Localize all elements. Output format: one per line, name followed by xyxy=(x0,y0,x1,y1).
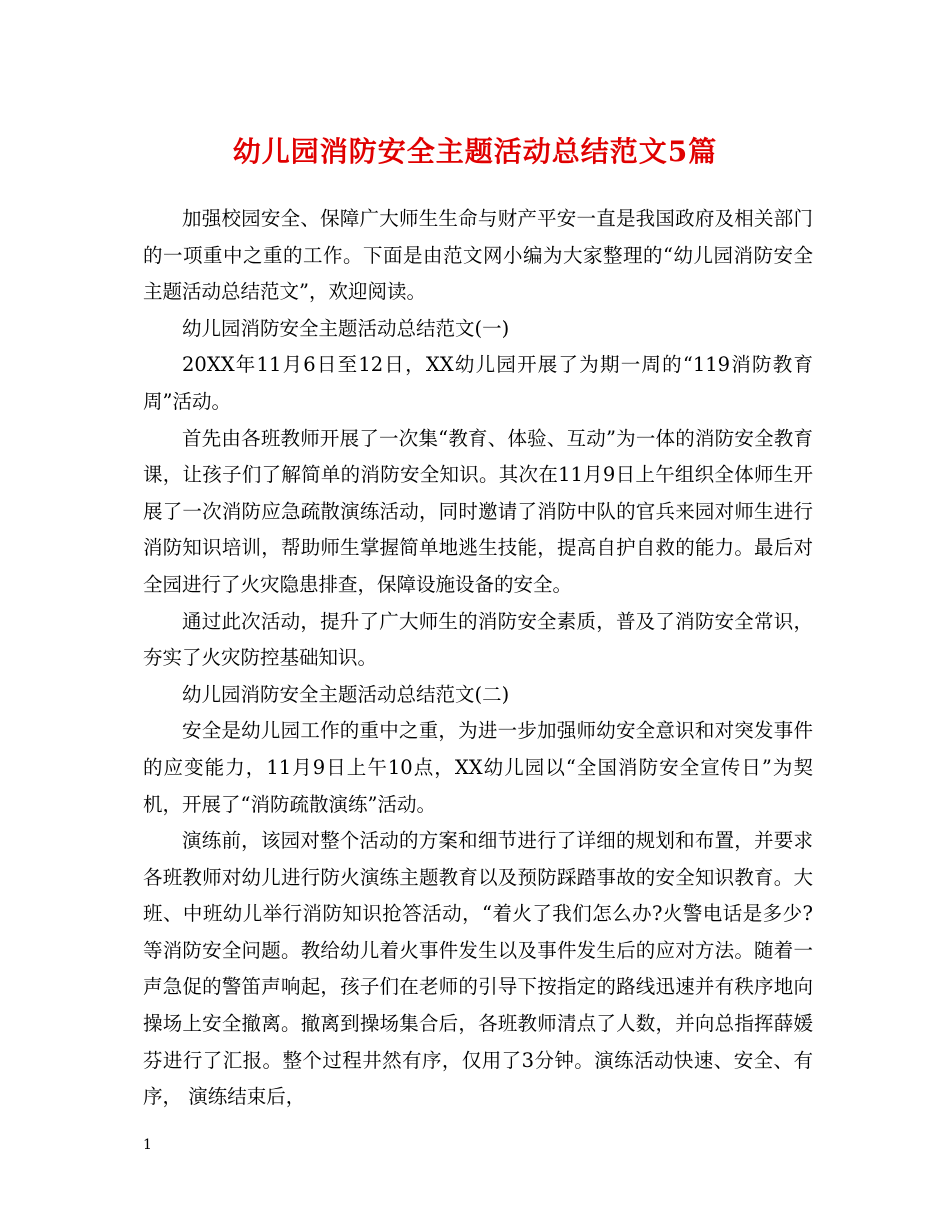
section-heading-1: 幼儿园消防安全主题活动总结范文(一) xyxy=(182,316,510,340)
page-number: 1 xyxy=(143,1137,152,1153)
paragraph: 安全是幼儿园工作的重中之重，为进一步加强师幼安全意识和对突发事件的应变能力，11月9日上午10点，XX幼儿园以“全国消防安全宣传日”为契机，开展了“消防疏散演练”活动。 xyxy=(143,719,813,816)
intro-paragraph: 加强校园安全、保障广大师生生命与财产平安一直是我国政府及相关部门的一项重中之重的工作。下面是由范文网小编为大家整理的“幼儿园消防安全主题活动总结范文”，欢迎阅读。 xyxy=(143,207,813,304)
paragraph: 首先由各班教师开展了一次集“教育、体验、互动”为一体的消防安全教育课，让孩子们了解简单的消防安全知识。其次在11月9日上午组织全体师生开展了一次消防应急疏散演练活动，同时邀请了消防中队的官兵来园对师生进行消防知识培训，帮助师生掌握简单地逃生技能，提高自护自救的能力。最后对全园进行了火灾隐患排查，保障设施设备的安全。 xyxy=(143,426,813,596)
paragraph: 演练前，该园对整个活动的方案和细节进行了详细的规划和布置，并要求各班教师对幼儿进行防火演练主题教育以及预防踩踏事故的安全知识教育。大班、中班幼儿举行消防知识抢答活动，“着火了我们怎么办?火警电话是多少?等消防安全问题。教给幼儿着火事件发生以及事件发生后的应对方法。随着一声急促的警笛声响起，孩子们在老师的引导下按指定的路线迅速并有秩序地向操场上安全撤离。撤离到操场集合后，各班教师清点了人数，并向总指挥薛媛芬进行了汇报。整个过程井然有序，仅用了3分钟。演练活动快速、安全、有序， 演练结束后， xyxy=(143,829,813,1109)
paragraph: 20XX年11月6日至12日，XX幼儿园开展了为期一周的“119消防教育周”活动。 xyxy=(143,353,813,413)
document-body xyxy=(143,201,813,1116)
document-title: 幼儿园消防安全主题活动总结范文5篇 xyxy=(232,135,718,168)
section-heading-2: 幼儿园消防安全主题活动总结范文(二) xyxy=(182,682,510,706)
paragraph: 通过此次活动，提升了广大师生的消防安全素质，普及了消防安全常识，夯实了火灾防控基础知识。 xyxy=(143,609,813,670)
